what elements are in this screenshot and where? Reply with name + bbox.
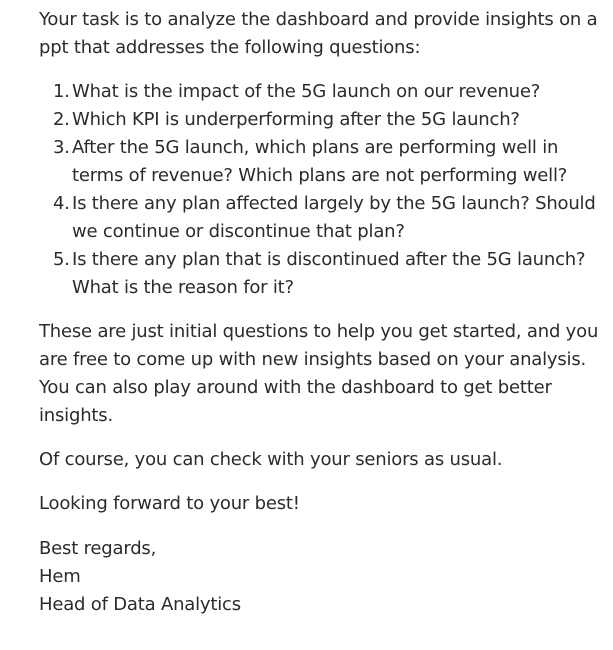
list-item-text: Which KPI is underperforming after the 5G launch? [72,109,520,130]
list-item [39,78,599,106]
closing-line: Looking forward to your best! [39,493,300,514]
initial-questions-paragraph: These are just initial questions to help you get started, and you are free to come up with new insights based on your analysis. You can also play around with the dashboard to get better insights. [39,321,599,426]
list-item [39,106,599,134]
intro-paragraph: Your task is to analyze the dashboard and provide insights on a ppt that addresses the following questions: [39,9,598,58]
list-item-number: 3. [53,137,70,158]
list-item-number: 4. [53,193,70,214]
seniors-paragraph: Of course, you can check with your seniors as usual. [39,449,503,470]
list-item [39,246,599,302]
list-item [39,190,599,246]
list-item-text: Is there any plan that is discontinued after the 5G launch? What is the reason for it? [72,249,586,298]
list-item-text: After the 5G launch, which plans are performing well in terms of revenue? Which plans are not performing well? [72,137,568,186]
signoff-title: Head of Data Analytics [39,594,241,615]
list-item-text: Is there any plan affected largely by the 5G launch? Should we continue or discontinue that plan? [72,193,596,242]
signature-block [39,535,241,619]
list-item-number: 5. [53,249,70,270]
signoff-regards: Best regards, [39,538,157,559]
questions-list [39,78,599,302]
list-item [39,134,599,190]
signoff-name: Hem [39,566,81,587]
list-item-text: What is the impact of the 5G launch on our revenue? [72,81,541,102]
list-item-number: 2. [53,109,70,130]
list-item-number: 1. [53,81,70,102]
